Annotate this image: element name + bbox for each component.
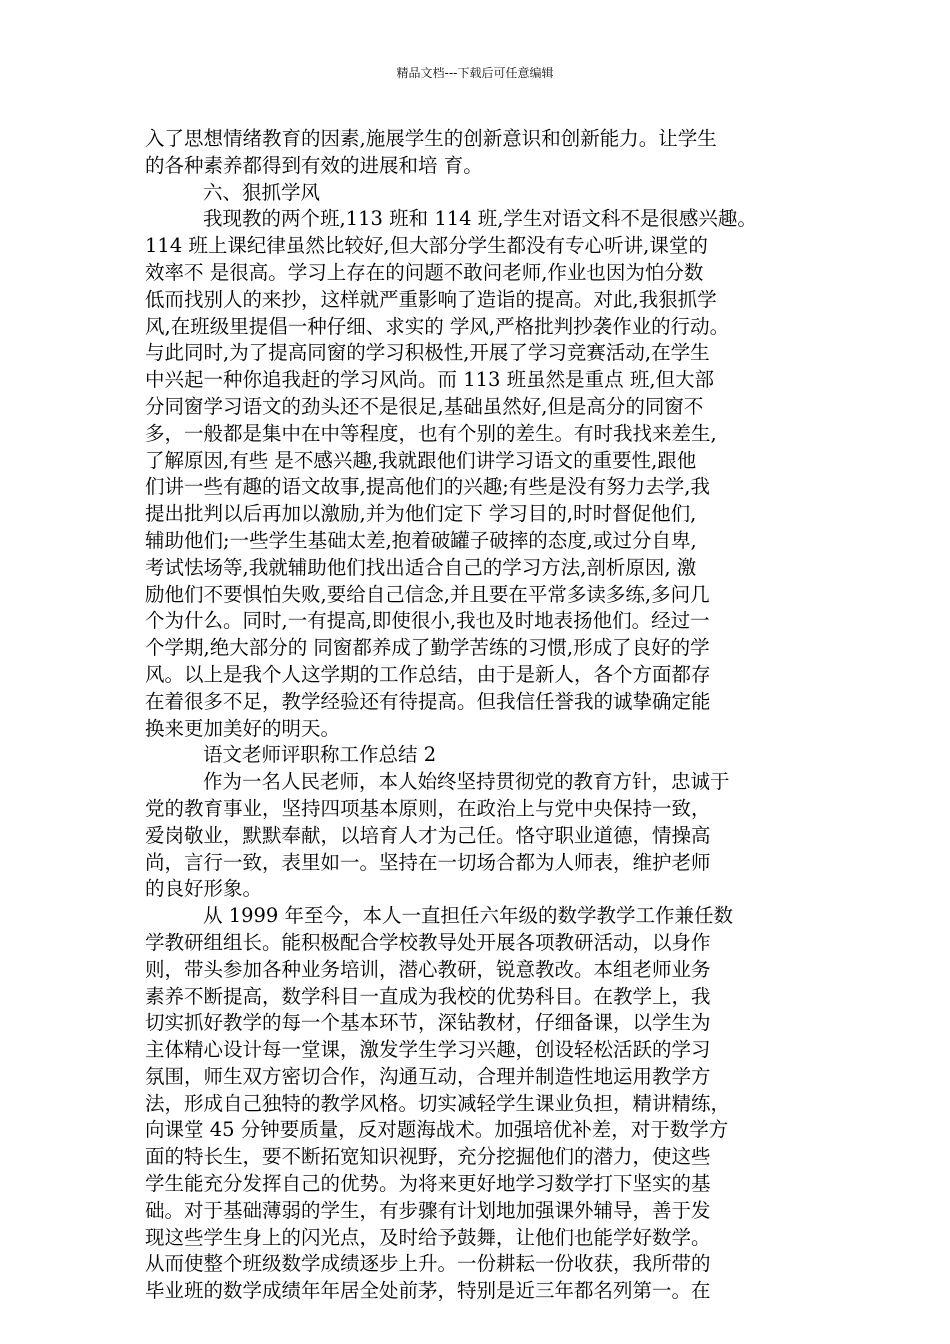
- text-line: 则，带头参加各种业务培训，潜心教研，锐意教改。本组老师业务: [145, 957, 711, 981]
- text-line: 学教研组组长。能积极配合学校教导处开展各项教研活动，以身作: [145, 930, 711, 954]
- text-line: 现这些学生身上的闪光点，及时给予鼓舞，让他们也能学好数学。: [145, 1225, 711, 1249]
- text-line: 风。以上是我个人这学期的工作总结，由于是新人，各个方面都存: [145, 662, 711, 686]
- text-line: 中兴起一种你追我赶的学习风尚。而 113 班虽然是重点 班,但大部: [145, 368, 715, 392]
- text-line: 的良好形象。: [145, 877, 263, 901]
- text-line: 作为一名人民老师，本人始终坚持贯彻党的教育方针，忠诚于: [203, 770, 730, 794]
- text-line: 入了思想情绪教育的因素,施展学生的创新意识和创新能力。让学生: [145, 127, 717, 150]
- text-line: 素养不断提高，数学科目一直成为我校的优势科目。在教学上，我: [145, 984, 711, 1008]
- text-line: 个为什么。同时,一有提高,即使很小,我也及时地表扬他们。经过一: [145, 609, 710, 633]
- text-line: 向课堂 45 分钟要质量，反对题海战术。加强培优补差，对于数学方: [145, 1118, 729, 1142]
- text-line: 考试怯场等,我就辅助他们找出适合自己的学习方法,剖析原因, 激: [145, 555, 697, 579]
- text-line: 面的特长生，要不断拓宽知识视野，充分挖掘他们的潜力，使这些: [145, 1145, 711, 1169]
- text-line: 学生能充分发挥自己的优势。为将来更好地学习数学打下坚实的基: [145, 1172, 711, 1196]
- text-line: 六、狠抓学风: [203, 180, 321, 204]
- text-line: 了解原因,有些 是不感兴趣,我就跟他们讲学习语文的重要性,跟他: [145, 448, 697, 472]
- text-line: 础。对于基础薄弱的学生，有步骤有计划地加强课外辅导，善于发: [145, 1198, 711, 1222]
- text-line: 风,在班级里提倡一种仔细、求实的 学风,严格批判抄袭作业的行动。: [145, 314, 730, 338]
- text-line: 提出批判以后再加以激励,并为他们定下 学习目的,时时督促他们,: [145, 502, 697, 526]
- text-line: 辅助他们;一些学生基础太差,抱着破罐子破摔的态度,或过分自卑,: [145, 528, 697, 552]
- text-line: 爱岗敬业，默默奉献，以培育人才为己任。恪守职业道德，情操高: [145, 823, 711, 847]
- text-line: 个学期,绝大部分的 同窗都养成了勤学苦练的习惯,形成了良好的学: [145, 636, 710, 660]
- document-body: [145, 126, 845, 1305]
- text-line: 语文老师评职称工作总结 2: [203, 743, 437, 767]
- text-line: 党的教育事业，坚持四项基本原则，在政治上与党中央保持一致，: [145, 796, 711, 820]
- text-line: 分同窗学习语文的劲头还不是很足,基础虽然好,但是高分的同窗不: [145, 394, 704, 418]
- text-line: 主体精心设计每一堂课，激发学生学习兴趣，创设轻松活跃的学习: [145, 1038, 711, 1062]
- text-line: 氛围，师生双方密切合作，沟通互动，合理并制造性地运用教学方: [145, 1064, 711, 1088]
- text-line: 法，形成自己独特的教学风格。切实减轻学生课业负担，精讲精练，: [145, 1091, 731, 1115]
- page-header: 精品文档---下载后可任意编辑: [396, 66, 554, 80]
- text-line: 励他们不要惧怕失败,要给自己信念,并且要在平常多读多练,多问几: [145, 582, 710, 606]
- text-line: 多，一般都是集中在中等程度，也有个别的差生。有时我找来差生,: [145, 421, 717, 445]
- text-line: 们讲一些有趣的语文故事,提高他们的兴趣;有些是没有努力去学,我: [145, 475, 710, 499]
- text-line: 与此同时,为了提高同窗的学习积极性,开展了学习竞赛活动,在学生: [145, 341, 710, 365]
- text-line: 的各种素养都得到有效的进展和培 育。: [145, 153, 483, 177]
- text-line: 在着很多不足，教学经验还有待提高。但我信任誉我的诚挚确定能: [145, 689, 711, 713]
- text-line: 切实抓好教学的每一个基本环节，深钻教材，仔细备课，以学生为: [145, 1011, 711, 1035]
- text-line: 从 1999 年至今，本人一直担任六年级的数学教学工作兼任数: [203, 904, 734, 928]
- text-line: 毕业班的数学成绩年年居全处前茅，特别是近三年都名列第一。在: [145, 1279, 711, 1303]
- text-line: 低而找别人的来抄，这样就严重影响了造诣的提高。对此,我狠抓学: [145, 287, 717, 311]
- text-line: 尚，言行一致，表里如一。坚持在一切场合都为人师表，维护老师: [145, 850, 711, 874]
- text-line: 从而使整个班级数学成绩逐步上升。一份耕耘一份收获，我所带的: [145, 1252, 711, 1276]
- text-line: 我现教的两个班,113 班和 114 班,学生对语文科不是很感兴趣。: [203, 207, 757, 231]
- text-line: 114 班上课纪律虽然比较好,但大部分学生都没有专心听讲,课堂的: [145, 234, 708, 258]
- text-line: 换来更加美好的明天。: [145, 716, 341, 740]
- text-line: 效率不 是很高。学习上存在的问题不敢问老师,作业也因为怕分数: [145, 260, 704, 284]
